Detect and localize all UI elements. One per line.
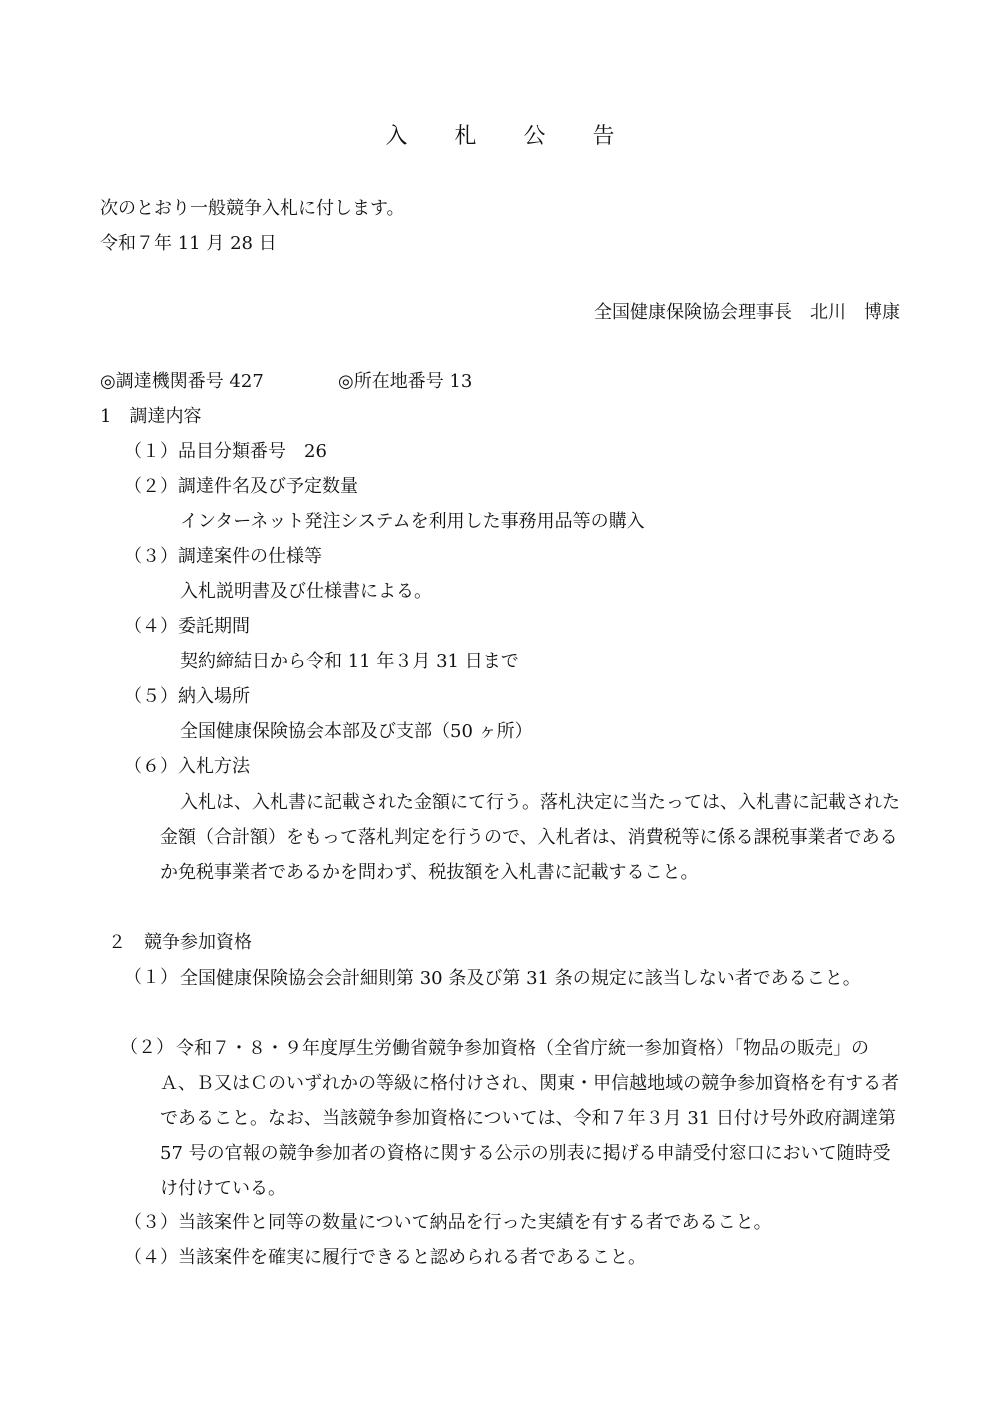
sec1-item3-body: 入札説明書及び仕様書による。 (180, 581, 432, 602)
sec1-item4-body: 契約締結日から令和 11 年３月 31 日まで (180, 651, 519, 672)
sec2-item1-body: 全国健康保険協会会計細則第 30 条及び第 31 条の規定に該当しない者であること。 (180, 968, 861, 989)
sec1-item2-body: インターネット発注システムを利用した事務用品等の購入 (180, 511, 645, 532)
sec2-item2-body: 令和７・８・９年度厚生労働省競争参加資格（全省庁統一参加資格）「物品の販売」のＡ、Ｂ又はＣのいずれかの等級に格付けされ、関東・甲信越地域の競争参加資格を有する者であること。なお、当該競争参加資格については、令和７年３月 31 日付け号外政府調達第 57 号の官報の競争参加者の資格に関する公示の別表に掲げる申請受付窓口において随時受け付けている。 (160, 1038, 900, 1199)
intro-text: 次のとおり一般競争入札に付します。 (100, 198, 405, 219)
sec1-item5: （５）納入場所 (124, 686, 250, 707)
sec2-item4: （４）当該案件を確実に履行できると認められる者であること。 (124, 1247, 646, 1268)
sec1-item1: （１）品目分類番号 26 (124, 441, 327, 462)
sec1-item3: （３）調達案件の仕様等 (124, 546, 322, 567)
location-number: ◎所在地番号 13 (338, 371, 473, 392)
section-2-heading: ２ 競争参加資格 (108, 932, 252, 953)
sec1-item5-body: 全国健康保険協会本部及び支部（50 ヶ所） (180, 721, 533, 742)
notice-date: 令和７年 11 月 28 日 (100, 233, 277, 254)
section-1-heading: 1 調達内容 (100, 406, 202, 427)
signatory: 全国健康保険協会理事長 北川 博康 (594, 302, 900, 323)
agency-number: ◎調達機関番号 427 (100, 371, 264, 392)
sec1-item2: （２）調達件名及び予定数量 (124, 476, 358, 497)
sec2-item1-label: （１） (124, 967, 178, 988)
sec1-item6-body: 入札は、入札書に記載された金額にて行う。落札決定に当たっては、入札書に記載された金額（合計額）をもって落札判定を行うので、入札者は、消費税等に係る課税事業者であるか免税事業者であるかを問わず、税抜額を入札書に記載すること。 (160, 792, 900, 883)
sec2-item3: （３）当該案件と同等の数量について納品を行った実績を有する者であること。 (124, 1212, 772, 1233)
sec2-item2-label: （２） (120, 1037, 174, 1058)
sec1-item6: （６）入札方法 (124, 756, 250, 777)
page-title: 入 札 公 告 (385, 124, 635, 149)
sec1-item4: （４）委託期間 (124, 616, 250, 637)
